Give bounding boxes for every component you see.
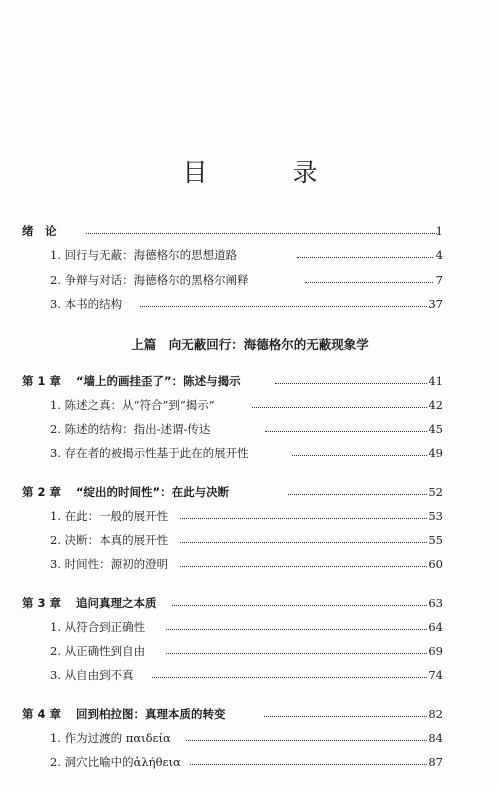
dot-leader [265,431,427,432]
chapter-title: “绽出的时间性”：在此与决断 [76,485,230,499]
dot-leader [140,306,427,307]
page-number: 74 [428,668,443,682]
toc-entry[interactable] [0,665,500,685]
toc-entry[interactable] [0,641,500,661]
page-number: 41 [428,374,443,388]
page-number: 37 [428,297,443,311]
dot-leader [180,566,427,567]
chapter-number: 第 1 章 [22,374,62,388]
part-title: 上篇 向无蔽回行：海德格尔的无蔽现象学 [131,337,369,352]
toc-entry-chapter-1[interactable] [0,371,500,391]
chapter-number: 第 2 章 [22,485,62,499]
intro-heading: 绪 论 [22,224,57,238]
dot-leader [86,233,437,234]
dot-leader [190,764,427,765]
toc-entry[interactable] [0,245,500,265]
page-number: 87 [428,755,443,769]
toc-entry[interactable] [0,728,500,748]
dot-leader [166,629,427,630]
toc-entry[interactable] [0,752,500,772]
page-number: 7 [435,273,443,287]
chapter-title: 回到柏拉图：真理本质的转变 [76,707,226,721]
page-number: 1 [435,224,443,238]
toc-entry[interactable] [0,530,500,550]
toc-entry-label: 3. 存在者的被揭示性基于此在的展开性 [50,446,249,460]
toc-entry-label: 2. 从正确性到自由 [50,644,146,658]
toc-entry[interactable] [0,443,500,463]
toc-entry-intro[interactable] [0,221,500,241]
dot-leader [186,740,427,741]
dot-leader [275,383,427,384]
toc-entry-label: 1. 陈述之真：从“符合”到“揭示” [50,398,215,412]
page-number: 42 [428,398,443,412]
page-number: 45 [428,422,443,436]
toc-entry[interactable] [0,617,500,637]
toc-entry-chapter-3[interactable] [0,593,500,613]
toc-entry-label: 2. 决断：本真的展开性 [50,533,169,547]
toc-entry-label: 2. 陈述的结构：指出-述谓-传达 [50,422,211,436]
toc-entry-chapter-4[interactable] [0,704,500,724]
toc-entry[interactable] [0,270,500,290]
dot-leader [166,653,427,654]
page-number: 63 [428,596,443,610]
page-number: 52 [428,485,443,499]
toc-entry-label: 3. 从自由到不真 [50,668,134,682]
page-number: 84 [428,731,443,745]
toc-entry-label: 3. 本书的结构 [50,297,123,311]
page-number: 69 [428,644,443,658]
toc-entry-label: 3. 时间性：源初的澄明 [50,557,169,571]
dot-leader [252,407,427,408]
chapter-number: 第 3 章 [22,596,62,610]
page-number: 64 [428,620,443,634]
dot-leader [288,494,427,495]
toc-entry[interactable] [0,506,500,526]
toc-entry-chapter-2[interactable] [0,482,500,502]
page-number: 49 [428,446,443,460]
page-number: 60 [428,557,443,571]
toc-entry-label: 2. 洞穴比喻中的ἀλήθεια [50,755,181,769]
toc-entry[interactable] [0,419,500,439]
page-number: 4 [435,248,443,262]
dot-leader [264,716,427,717]
toc-entry[interactable] [0,395,500,415]
toc-entry-label: 1. 回行与无蔽：海德格尔的思想道路 [50,248,238,262]
page-number: 53 [428,509,443,523]
dot-leader [152,677,427,678]
toc-entry[interactable] [0,554,500,574]
chapter-number: 第 4 章 [22,707,62,721]
chapter-title: 追问真理之本质 [76,596,157,610]
page-title: 目 录 [182,158,348,187]
toc-entry-label: 2. 争辩与对话：海德格尔的黑格尔阐释 [50,273,249,287]
chapter-title: “墙上的画挂歪了”：陈述与揭示 [76,374,241,388]
toc-entry-label: 1. 从符合到正确性 [50,620,146,634]
toc-entry[interactable] [0,294,500,314]
page-number: 55 [428,533,443,547]
dot-leader [172,605,427,606]
toc-entry-label: 1. 在此：一般的展开性 [50,509,169,523]
toc-entry-label: 1. 作为过渡的 παιδεία [50,731,171,745]
page-number: 82 [428,707,443,721]
dot-leader [180,518,427,519]
dot-leader [180,542,427,543]
dot-leader [292,455,427,456]
